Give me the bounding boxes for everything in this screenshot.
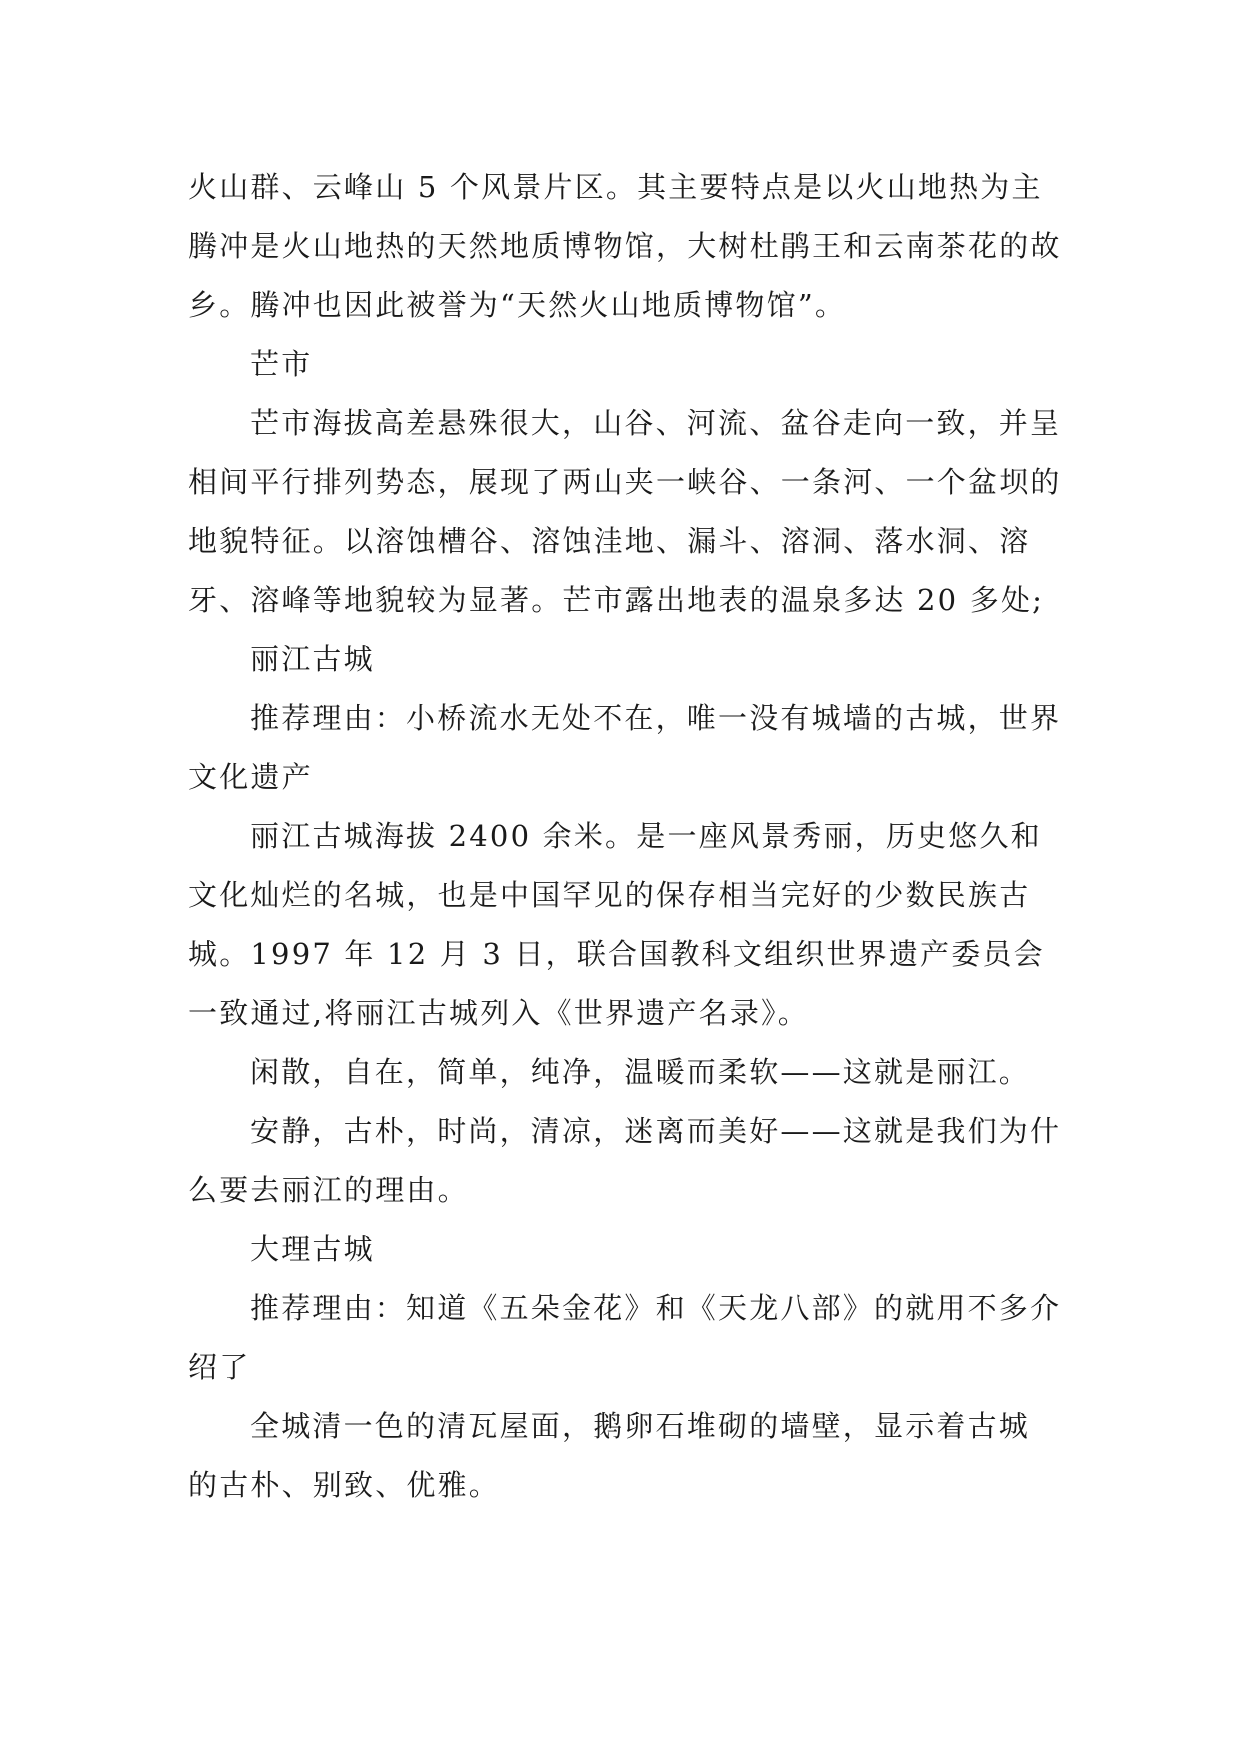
document-body: [188, 158, 1068, 1515]
paragraph-tengchong-description: 火山群、云峰山 5 个风景片区。其主要特点是以火山地热为主腾冲是火山地热的天然地质博物馆，大树杜鹃王和云南茶花的故乡。腾冲也因此被誉为“天然火山地质博物馆”。: [188, 170, 1062, 322]
paragraph-mangshi-description: 芒市海拔高差悬殊很大，山谷、河流、盆谷走向一致，并呈相间平行排列势态，展现了两山夹一峡谷、一条河、一个盆坝的地貌特征。以溶蚀槽谷、溶蚀洼地、漏斗、溶洞、落水洞、溶牙、溶峰等地貌较为显著。芒市露出地表的温泉多达 20 多处;: [188, 406, 1062, 617]
paragraph-dali-description: 全城清一色的清瓦屋面，鹅卵石堆砌的墙壁，显示着古城 的古朴、别致、优雅。: [188, 1409, 1031, 1502]
paragraph-dali-reason: 推荐理由：知道《五朵金花》和《天龙八部》的就用不多介绍了: [188, 1291, 1062, 1384]
heading-mangshi: 芒市: [250, 347, 313, 381]
heading-dali-old-town: 大理古城: [250, 1232, 375, 1266]
paragraph-lijiang-quote-1: 闲散，自在，简单，纯净，温暖而柔软——这就是丽江。: [250, 1055, 1031, 1089]
heading-lijiang-old-town: 丽江古城: [250, 642, 375, 676]
paragraph-lijiang-quote-2: 安静，古朴，时尚，清凉，迷离而美好——这就是我们为什么要去丽江的理由。: [188, 1114, 1062, 1207]
paragraph-lijiang-description: 丽江古城海拔 2400 余米。是一座风景秀丽，历史悠久和文化灿烂的名城，也是中国罕见的保存相当完好的少数民族古城。1997 年 12 月 3 日，联合国教科文组织世界遗产委员会一致通过,将丽江古城列入《世界遗产名录》。: [188, 819, 1045, 1030]
paragraph-lijiang-reason: 推荐理由：小桥流水无处不在，唯一没有城墙的古城，世界文化遗产: [188, 701, 1062, 794]
